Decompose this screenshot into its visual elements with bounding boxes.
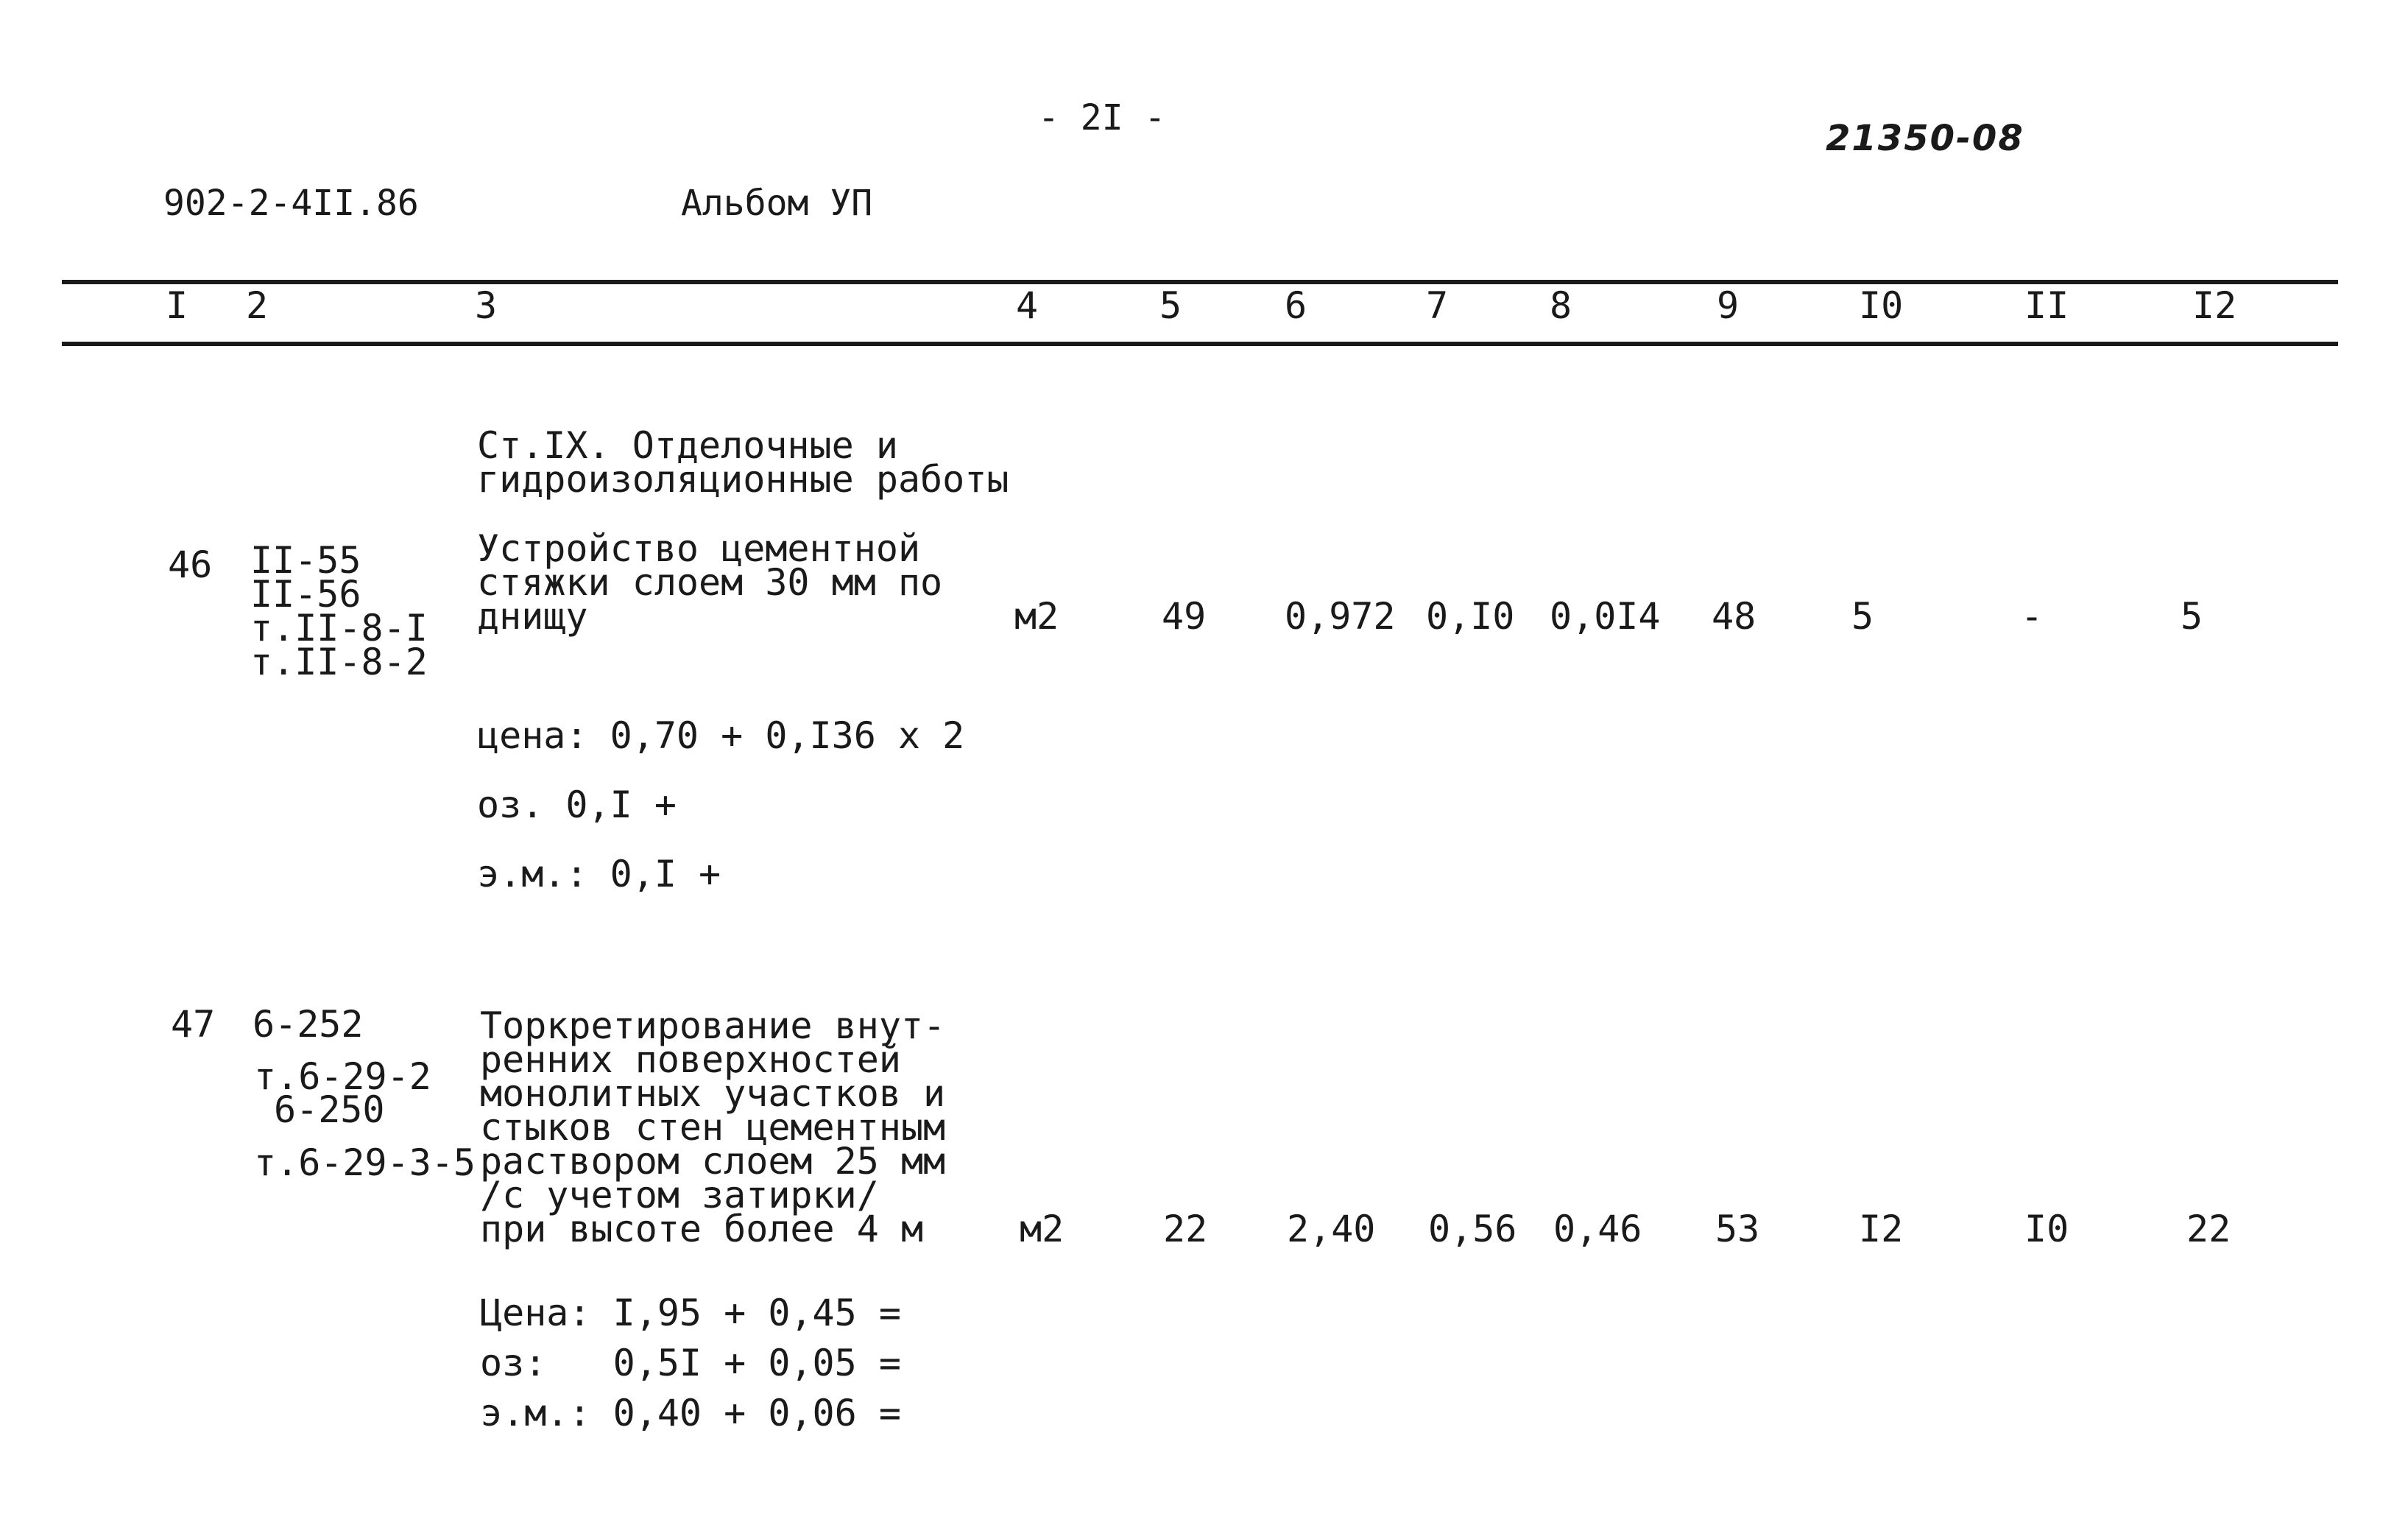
- column-number: I: [166, 284, 188, 327]
- code-line: т.6-29-2: [254, 1055, 431, 1098]
- row-description: [477, 527, 943, 638]
- cell-col8: 0,0I4: [1550, 595, 1661, 638]
- column-number: 8: [1550, 284, 1572, 327]
- description-line: при высоте более 4 м: [480, 1208, 924, 1250]
- cell-col12: 22: [2186, 1208, 2231, 1250]
- description-line: Торкретирование внут-: [480, 1004, 946, 1047]
- document-code: 902-2-4II.86: [163, 183, 419, 224]
- cell-col12: 5: [2181, 595, 2203, 638]
- description-line: Устройство цементной: [477, 527, 921, 570]
- column-number: 7: [1426, 284, 1449, 327]
- section-title-line: Ст.IX. Отделочные и: [477, 424, 898, 467]
- header-top-rule: [62, 280, 2338, 284]
- cell-unit: м2: [1014, 595, 1059, 638]
- album-title: Альбом УП: [681, 183, 873, 224]
- cell-col7: 0,I0: [1426, 595, 1515, 638]
- description-line: раствором слоем 25 мм: [480, 1140, 946, 1183]
- description-line: днищу: [477, 595, 588, 638]
- code-line: 6-252: [253, 1003, 364, 1046]
- code-line: II-56: [250, 573, 361, 616]
- description-line: /с учетом затирки/: [480, 1174, 879, 1216]
- cell-col10: 5: [1851, 595, 1874, 638]
- column-number: I0: [1859, 284, 1904, 327]
- cell-col6: 0,972: [1285, 595, 1396, 638]
- column-number: 4: [1016, 284, 1039, 327]
- cell-col7: 0,56: [1428, 1208, 1517, 1250]
- section-title-line: гидроизоляционные работы: [477, 458, 1009, 501]
- cell-col10: I2: [1859, 1208, 1904, 1250]
- cell-col9: 53: [1715, 1208, 1760, 1250]
- description-line: монолитных участков и: [480, 1072, 946, 1115]
- price-note: э.м.: 0,40 + 0,06 =: [480, 1392, 901, 1434]
- code-line: II-55: [250, 539, 361, 582]
- cell-col11: -: [2021, 595, 2044, 638]
- description-line: стыков стен цементным: [480, 1106, 946, 1149]
- code-line: 6-250: [274, 1088, 385, 1131]
- cell-col11: I0: [2024, 1208, 2069, 1250]
- column-number: 5: [1159, 284, 1182, 327]
- cell-col9: 48: [1712, 595, 1756, 638]
- column-number: II: [2024, 284, 2069, 327]
- header-bottom-rule: [62, 342, 2338, 346]
- cell-col5: 49: [1162, 595, 1207, 638]
- cell-unit: м2: [1020, 1208, 1064, 1250]
- column-number: 6: [1285, 284, 1307, 327]
- code-line: т.II-8-I: [250, 607, 428, 649]
- cell-col6: 2,40: [1287, 1208, 1376, 1250]
- cell-col5: 22: [1163, 1208, 1208, 1250]
- price-note: оз: 0,5I + 0,05 =: [480, 1342, 901, 1384]
- column-number: 3: [475, 284, 498, 327]
- price-note: цена: 0,70 + 0,I36 х 2: [477, 714, 965, 757]
- row-codes: [250, 539, 428, 683]
- row-description: [480, 1004, 946, 1250]
- price-note: оз. 0,I +: [477, 783, 677, 826]
- description-line: стяжки слоем 30 мм по: [477, 561, 943, 604]
- column-number: I2: [2192, 284, 2237, 327]
- column-number: 9: [1717, 284, 1740, 327]
- cell-col8: 0,46: [1553, 1208, 1642, 1250]
- page-number: - 2I -: [1038, 97, 1166, 138]
- code-line: т.II-8-2: [250, 641, 428, 683]
- code-line: т.6-29-3-5: [254, 1141, 476, 1184]
- price-note: Цена: I,95 + 0,45 =: [480, 1292, 901, 1334]
- row-number: 47: [171, 1003, 216, 1046]
- description-line: ренних поверхностей: [480, 1038, 901, 1081]
- row-number: 46: [168, 543, 213, 586]
- column-number: 2: [246, 284, 269, 327]
- price-note: э.м.: 0,I +: [477, 853, 721, 895]
- stamp-number: 21350-08: [1826, 118, 2024, 159]
- section-title: [477, 395, 1009, 501]
